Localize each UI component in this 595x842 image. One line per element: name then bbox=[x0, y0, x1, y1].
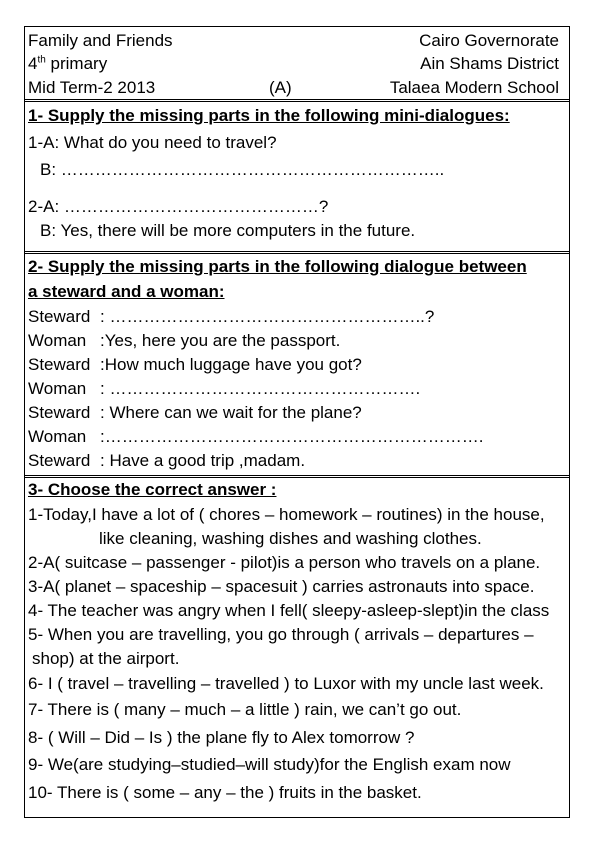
exam-sheet bbox=[24, 26, 570, 818]
speaker-text: :…………………………………………………………. bbox=[100, 427, 484, 446]
dialogue-row bbox=[28, 379, 420, 399]
speaker-label: Steward bbox=[28, 403, 91, 422]
question-line: 3-A( planet – spaceship – spacesuit ) carries astronauts into space. bbox=[28, 577, 535, 596]
question-line: 6- I ( travel – travelling – travelled ) to Luxor with my uncle last week. bbox=[28, 674, 544, 693]
section3-title: 3- Choose the correct answer : bbox=[28, 480, 277, 499]
section-divider bbox=[25, 251, 569, 254]
speaker-text: :Yes, here you are the passport. bbox=[100, 331, 341, 350]
speaker-label: Woman bbox=[28, 427, 87, 446]
question-line: like cleaning, washing dishes and washing clothes. bbox=[99, 529, 482, 548]
dialogue-line: 1-A: What do you need to travel? bbox=[28, 133, 277, 152]
question-line: 2-A( suitcase – passenger - pilot)is a person who travels on a plane. bbox=[28, 553, 541, 572]
exam-version: (A) bbox=[269, 78, 292, 97]
dialogue-line: 2-A: ………………………………………? bbox=[28, 197, 329, 216]
question-line: 4- The teacher was angry when I fell( sleepy-asleep-slept)in the class bbox=[28, 601, 550, 620]
section1-title: 1- Supply the missing parts in the following mini-dialogues: bbox=[28, 106, 510, 125]
exam-header bbox=[25, 27, 569, 101]
speaker-label: Woman bbox=[28, 379, 87, 398]
question-line: 9- We(are studying–studied–will study)for the English exam now bbox=[28, 755, 511, 774]
dialogue-row bbox=[28, 331, 340, 351]
dialogue-row bbox=[28, 427, 483, 447]
question-line: 1-Today,I have a lot of ( chores – homework – routines) in the house, bbox=[28, 505, 545, 524]
speaker-text: : ………………………………………………. bbox=[100, 379, 421, 398]
governorate: Cairo Governorate bbox=[419, 31, 559, 50]
answer-blank: B: ………………………………………………………….. bbox=[40, 160, 445, 179]
question-line: shop) at the airport. bbox=[32, 649, 180, 668]
speaker-label: Steward bbox=[28, 355, 91, 374]
speaker-text: : ………………………………………………..? bbox=[100, 307, 435, 326]
section2-title-line1: 2- Supply the missing parts in the following dialogue between bbox=[28, 257, 527, 276]
dialogue-row bbox=[28, 403, 362, 423]
question-line: 5- When you are travelling, you go through ( arrivals – departures – bbox=[28, 625, 534, 644]
grade-level: 4th primary bbox=[28, 54, 108, 73]
course-name: Family and Friends bbox=[28, 31, 173, 50]
section-divider bbox=[25, 475, 569, 478]
section2-title-line2: a steward and a woman: bbox=[28, 282, 225, 301]
speaker-text: :How much luggage have you got? bbox=[100, 355, 362, 374]
speaker-text: : Where can we wait for the plane? bbox=[100, 403, 362, 422]
dialogue-row bbox=[28, 355, 362, 375]
section-divider bbox=[25, 99, 569, 102]
dialogue-row bbox=[28, 451, 305, 471]
question-line: 8- ( Will – Did – Is ) the plane fly to Alex tomorrow ? bbox=[28, 728, 415, 747]
speaker-label: Steward bbox=[28, 307, 91, 326]
speaker-label: Steward bbox=[28, 451, 91, 470]
school-name: Talaea Modern School bbox=[389, 78, 559, 97]
exam-term: Mid Term-2 2013 bbox=[28, 78, 156, 97]
question-line: 10- There is ( some – any – the ) fruits in the basket. bbox=[28, 783, 422, 802]
dialogue-row bbox=[28, 307, 434, 327]
district: Ain Shams District bbox=[420, 54, 559, 73]
speaker-label: Woman bbox=[28, 331, 87, 350]
dialogue-line: B: Yes, there will be more computers in the future. bbox=[40, 221, 416, 240]
question-line: 7- There is ( many – much – a little ) rain, we can’t go out. bbox=[28, 700, 462, 719]
speaker-text: : Have a good trip ,madam. bbox=[100, 451, 306, 470]
